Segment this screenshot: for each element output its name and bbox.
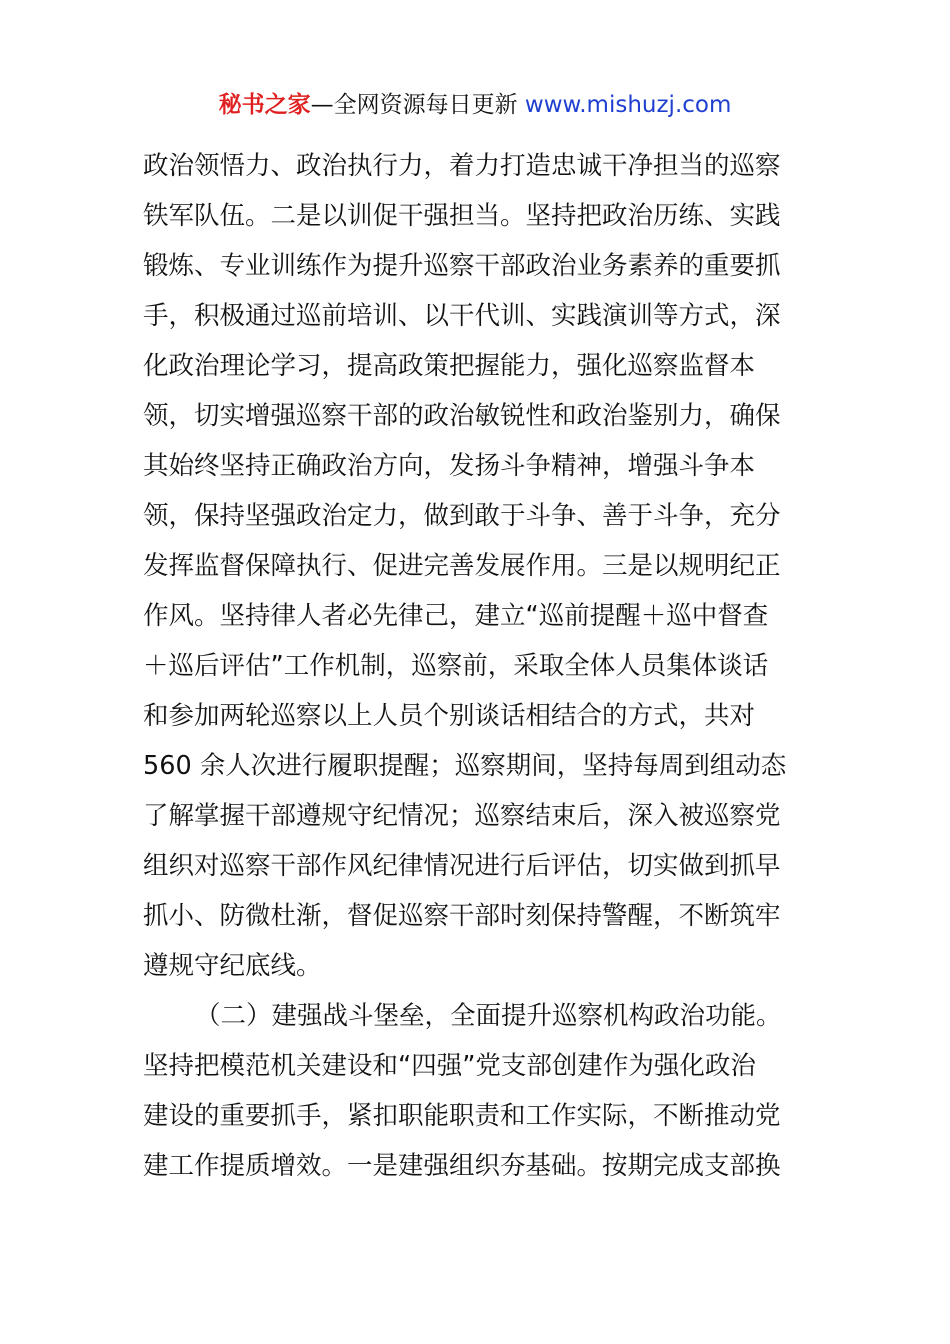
document-body [143,150,813,1200]
text-line: 坚持把模范机关建设和“四强”党支部创建作为强化政治 [143,1051,756,1081]
text-line: 化政治理论学习，提高政策把握能力，强化巡察监督本 [143,351,756,381]
text-line: 锻炼、专业训练作为提升巡察干部政治业务素养的重要抓 [143,251,781,281]
text-line: 其始终坚持正确政治方向，发扬斗争精神，增强斗争本 [143,451,756,481]
text-line: 发挥监督保障执行、促进完善发展作用。三是以规明纪正 [143,551,781,581]
text-line: 建设的重要抓手，紧扣职能职责和工作实际，不断推动党 [143,1101,781,1131]
text-line: 组织对巡察干部作风纪律情况进行后评估，切实做到抓早 [143,851,781,881]
text-line: 领，切实增强巡察干部的政治敏锐性和政治鉴别力，确保 [143,401,781,431]
text-line: 和参加两轮巡察以上人员个别谈话相结合的方式，共对 [143,701,756,731]
site-url-link[interactable]: www.mishuzj.com [524,92,732,118]
section-heading: （二）建强战斗堡垒，全面提升巡察机构政治功能。 [195,1001,782,1031]
text-line: 作风。坚持律人者必先律己，建立“巡前提醒＋巡中督查 [143,601,769,631]
text-line: 遵规守纪底线。 [143,951,322,981]
header-tagline: —全网资源每日更新 [310,92,518,118]
text-line: 560 余人次进行履职提醒；巡察期间，坚持每周到组动态 [143,751,787,781]
text-line: 抓小、防微杜渐，督促巡察干部时刻保持警醒，不断筑牢 [143,901,781,931]
text-line: 手，积极通过巡前培训、以干代训、实践演训等方式，深 [143,301,781,331]
text-line: 建工作提质增效。一是建强组织夯基础。按期完成支部换 [143,1151,781,1181]
text-line: 铁军队伍。二是以训促干强担当。坚持把政治历练、实践 [143,201,781,231]
text-line: 政治领悟力、政治执行力，着力打造忠诚干净担当的巡察 [143,151,781,181]
text-line: ＋巡后评估”工作机制，巡察前，采取全体人员集体谈话 [143,651,769,681]
text-line: 领，保持坚强政治定力，做到敢于斗争、善于斗争，充分 [143,501,781,531]
brand-name: 秘书之家 [218,92,311,118]
text-line: 了解掌握干部遵规守纪情况；巡察结束后，深入被巡察党 [143,801,781,831]
page-header [0,88,950,122]
